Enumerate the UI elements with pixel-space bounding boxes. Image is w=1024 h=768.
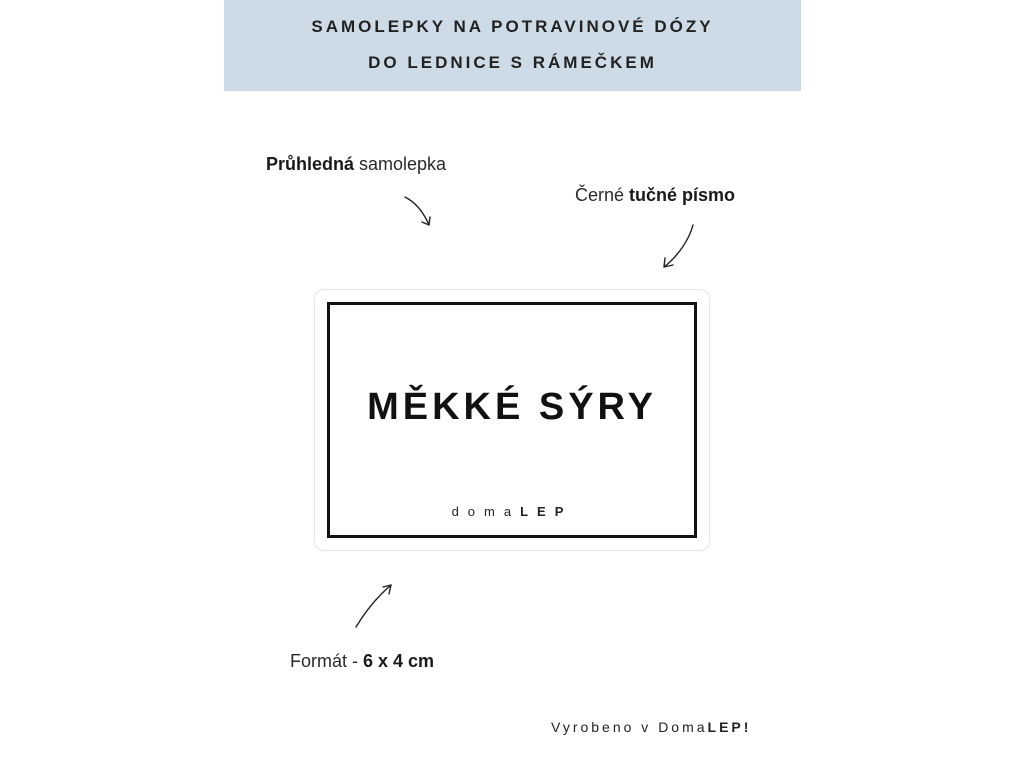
banner-title-line-2: DO LEDNICE S RÁMEČKEM [368,53,657,72]
banner-title-line-1: SAMOLEPKY NA POTRAVINOVÉ DÓZY [311,17,714,36]
sticker-title: MĚKKÉ SÝRY [367,386,657,428]
sticker-brand-bold: LEP [520,504,573,519]
arrow-down-right-icon [398,192,438,232]
arrow-down-left-icon [656,220,700,272]
annotation-transparent-bold: Průhledná [266,154,355,174]
annotation-format-bold: 6 x 4 cm [363,651,435,671]
footer-credit [551,719,751,735]
annotation-transparent-rest: samolepka [354,154,447,174]
annotation-font-bold: tučné písmo [629,185,736,205]
footer-credit-bold: LEP! [707,719,752,735]
sticker-preview [314,289,710,551]
arrow-up-right-icon [350,578,398,632]
sticker-brand-light: doma [451,504,521,519]
header-banner [224,0,801,91]
sticker-brand [315,504,709,519]
annotation-font [575,185,735,206]
annotation-format-lead: Formát - [290,651,364,671]
footer-credit-lead: Vyrobeno v Doma [551,719,708,735]
annotation-transparent [266,154,446,175]
annotation-format [290,651,434,672]
annotation-font-lead: Černé [575,185,630,205]
